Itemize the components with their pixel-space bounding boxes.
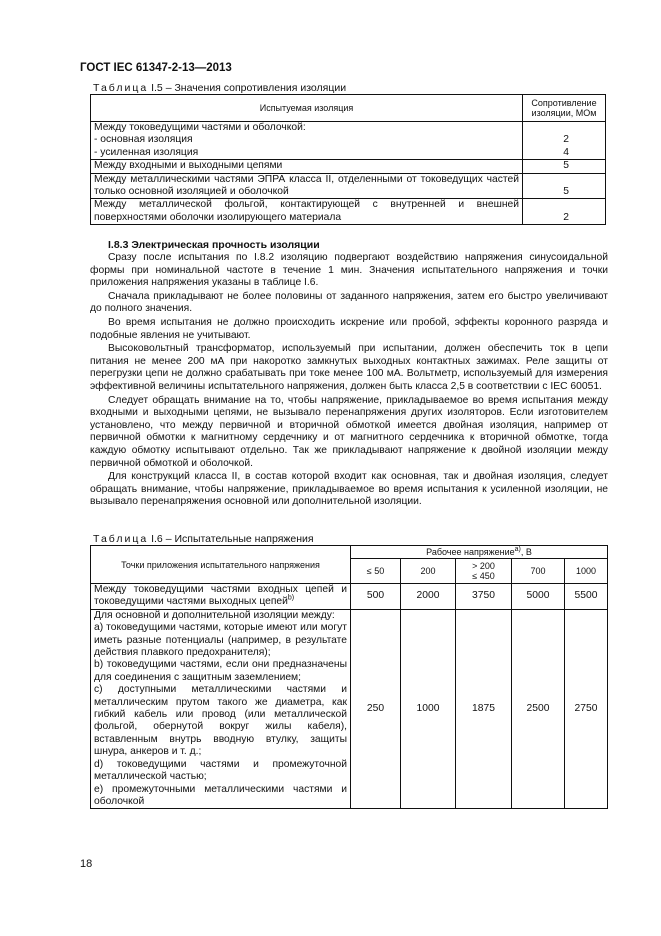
table-cell: 2 [523, 199, 606, 225]
col-header-insulation: Испытуемая изоляция [91, 95, 523, 122]
table-cell: 2 4 [523, 122, 606, 160]
table-cell: 2500 [512, 609, 565, 809]
table-row [91, 609, 608, 809]
table-i5 [90, 94, 606, 225]
paragraph: Высоковольтный трансформатор, используемый при испытании, должен обеспечить ток в цепи питания не менее 200 мА при накоротко замкнутых выходных контактных зажимах. Реле защиты от перегрузки цепи не должно срабатывать при токе менее 100 мА. Вольтметр, используемый для измерения эффективной величины испытательного напряжения, должен быть класса 2,5 в соответствии с IEC 60051. [90, 343, 608, 392]
table-cell: 2750 [565, 609, 608, 809]
body-text [90, 252, 608, 509]
table-cell: 1875 [456, 609, 512, 809]
table-cell: Между металлической фольгой, контактирующей с внутренней и внешней поверхностями оболочки изолирующего материала [91, 199, 523, 225]
col-header-points: Точки приложения испытательного напряжения [91, 546, 351, 584]
table-cell: 5000 [512, 584, 565, 610]
standard-header: ГОСТ IEC 61347-2-13—2013 [80, 62, 232, 74]
table-cell: 250 [351, 609, 401, 809]
table-row [91, 122, 606, 160]
table-row [91, 199, 606, 225]
table-cell: 500 [351, 584, 401, 610]
table-cell: 2000 [401, 584, 456, 610]
table-cell: Между металлическими частями ЭПРА класса II, отделенными от токоведущих частей только основной изоляцией и оболочкой [91, 173, 523, 199]
table-cell: 1000 [401, 609, 456, 809]
paragraph: Следует обращать внимание на то, чтобы напряжение, прикладываемое во время испытания между входными и выходными цепями, не вызывало перенапряжения других изоляторов. Если изготовителем установлено, что между первичной и вторичной обмоткой имеется двойная изоляция, например от первичной обмотки к магнитному сердечнику и от магнитного сердечника к вторичной обмотке, тогда каждую обмотку испытывают отдельно. Так же прикладывают напряжение к двойной изоляции между первичной обмоткой и оболочкой. [90, 394, 608, 469]
table-row [91, 584, 608, 610]
table-row [91, 173, 606, 199]
table-cell: Для основной и дополнительной изоляции между: a) токоведущими частями, которые имеют или могут иметь разные потенциалы (например, в результате действия плавкого предохранителя); b) токоведущими частями, если они предназначены для соединения с защитным заземлением; c) доступными металлическими частями и металлическим прутом такого же диаметра, как гибкий кабель или провод (или металлической фольгой, обернутой вокруг жилы кабеля), вставленным внутрь вводную втулку, защиты шнура, анкеров и т. д.; d) токоведущими частями и промежуточной металлической частью; e) промежуточными металлическими частями и оболочкой [91, 609, 351, 809]
table-cell: Между токоведущими частями и оболочкой: - основная изоляция - усиленная изоляция [91, 122, 523, 160]
table-row [91, 160, 606, 173]
paragraph: Во время испытания не должно происходить искрение или пробой, эффекты коронного разряда и подобные явления не учитывают. [90, 316, 608, 341]
paragraph: Сначала прикладывают не более половины от заданного напряжения, затем его быстро увеличивают до полного значения. [90, 290, 608, 315]
col-header-voltage: ≤ 50 [351, 559, 401, 584]
table-cell: Между входными и выходными цепями [91, 160, 523, 173]
table-i6-caption: Таблица I.6 – Испытательные напряжения [93, 533, 314, 545]
col-header-resistance: Сопротивление изоляции, МОм [523, 95, 606, 122]
paragraph: Сразу после испытания по I.8.2 изоляцию подвергают воздействию напряжения синусоидальной формы при номинальной частоте в течение 1 мин. Значения испытательного напряжения и точки приложения напряжения указаны в таблице I.6. [90, 252, 608, 289]
table-header-row [91, 95, 606, 122]
table-cell: 5 [523, 173, 606, 199]
table-i5-caption: Таблица I.5 – Значения сопротивления изоляции [93, 82, 347, 94]
section-heading: I.8.3 Электрическая прочность изоляции [108, 239, 320, 251]
table-cell: 5500 [565, 584, 608, 610]
paragraph: Для конструкций класса II, в состав которой входит как основная, так и двойная изоляция, следует обращать внимание, чтобы напряжение, прикладываемое во время испытания к усиленной изоляции, не вызывало перенапряжения основной или дополнительной изоляции. [90, 471, 608, 508]
col-header-working-voltage: Рабочее напряжение$^{a)}$, В [351, 546, 608, 559]
table-cell: 3750 [456, 584, 512, 610]
table-header-row [91, 546, 608, 559]
col-header-voltage: > 200 ≤ 450 [456, 559, 512, 584]
table-cell: Между токоведущими частями входных цепей и токоведущими частями выходных цепей$^{b)}$ [91, 584, 351, 610]
col-header-voltage: 200 [401, 559, 456, 584]
page-number: 18 [80, 858, 93, 870]
col-header-voltage: 1000 [565, 559, 608, 584]
col-header-voltage: 700 [512, 559, 565, 584]
table-i6 [90, 545, 608, 809]
table-cell: 5 [523, 160, 606, 173]
